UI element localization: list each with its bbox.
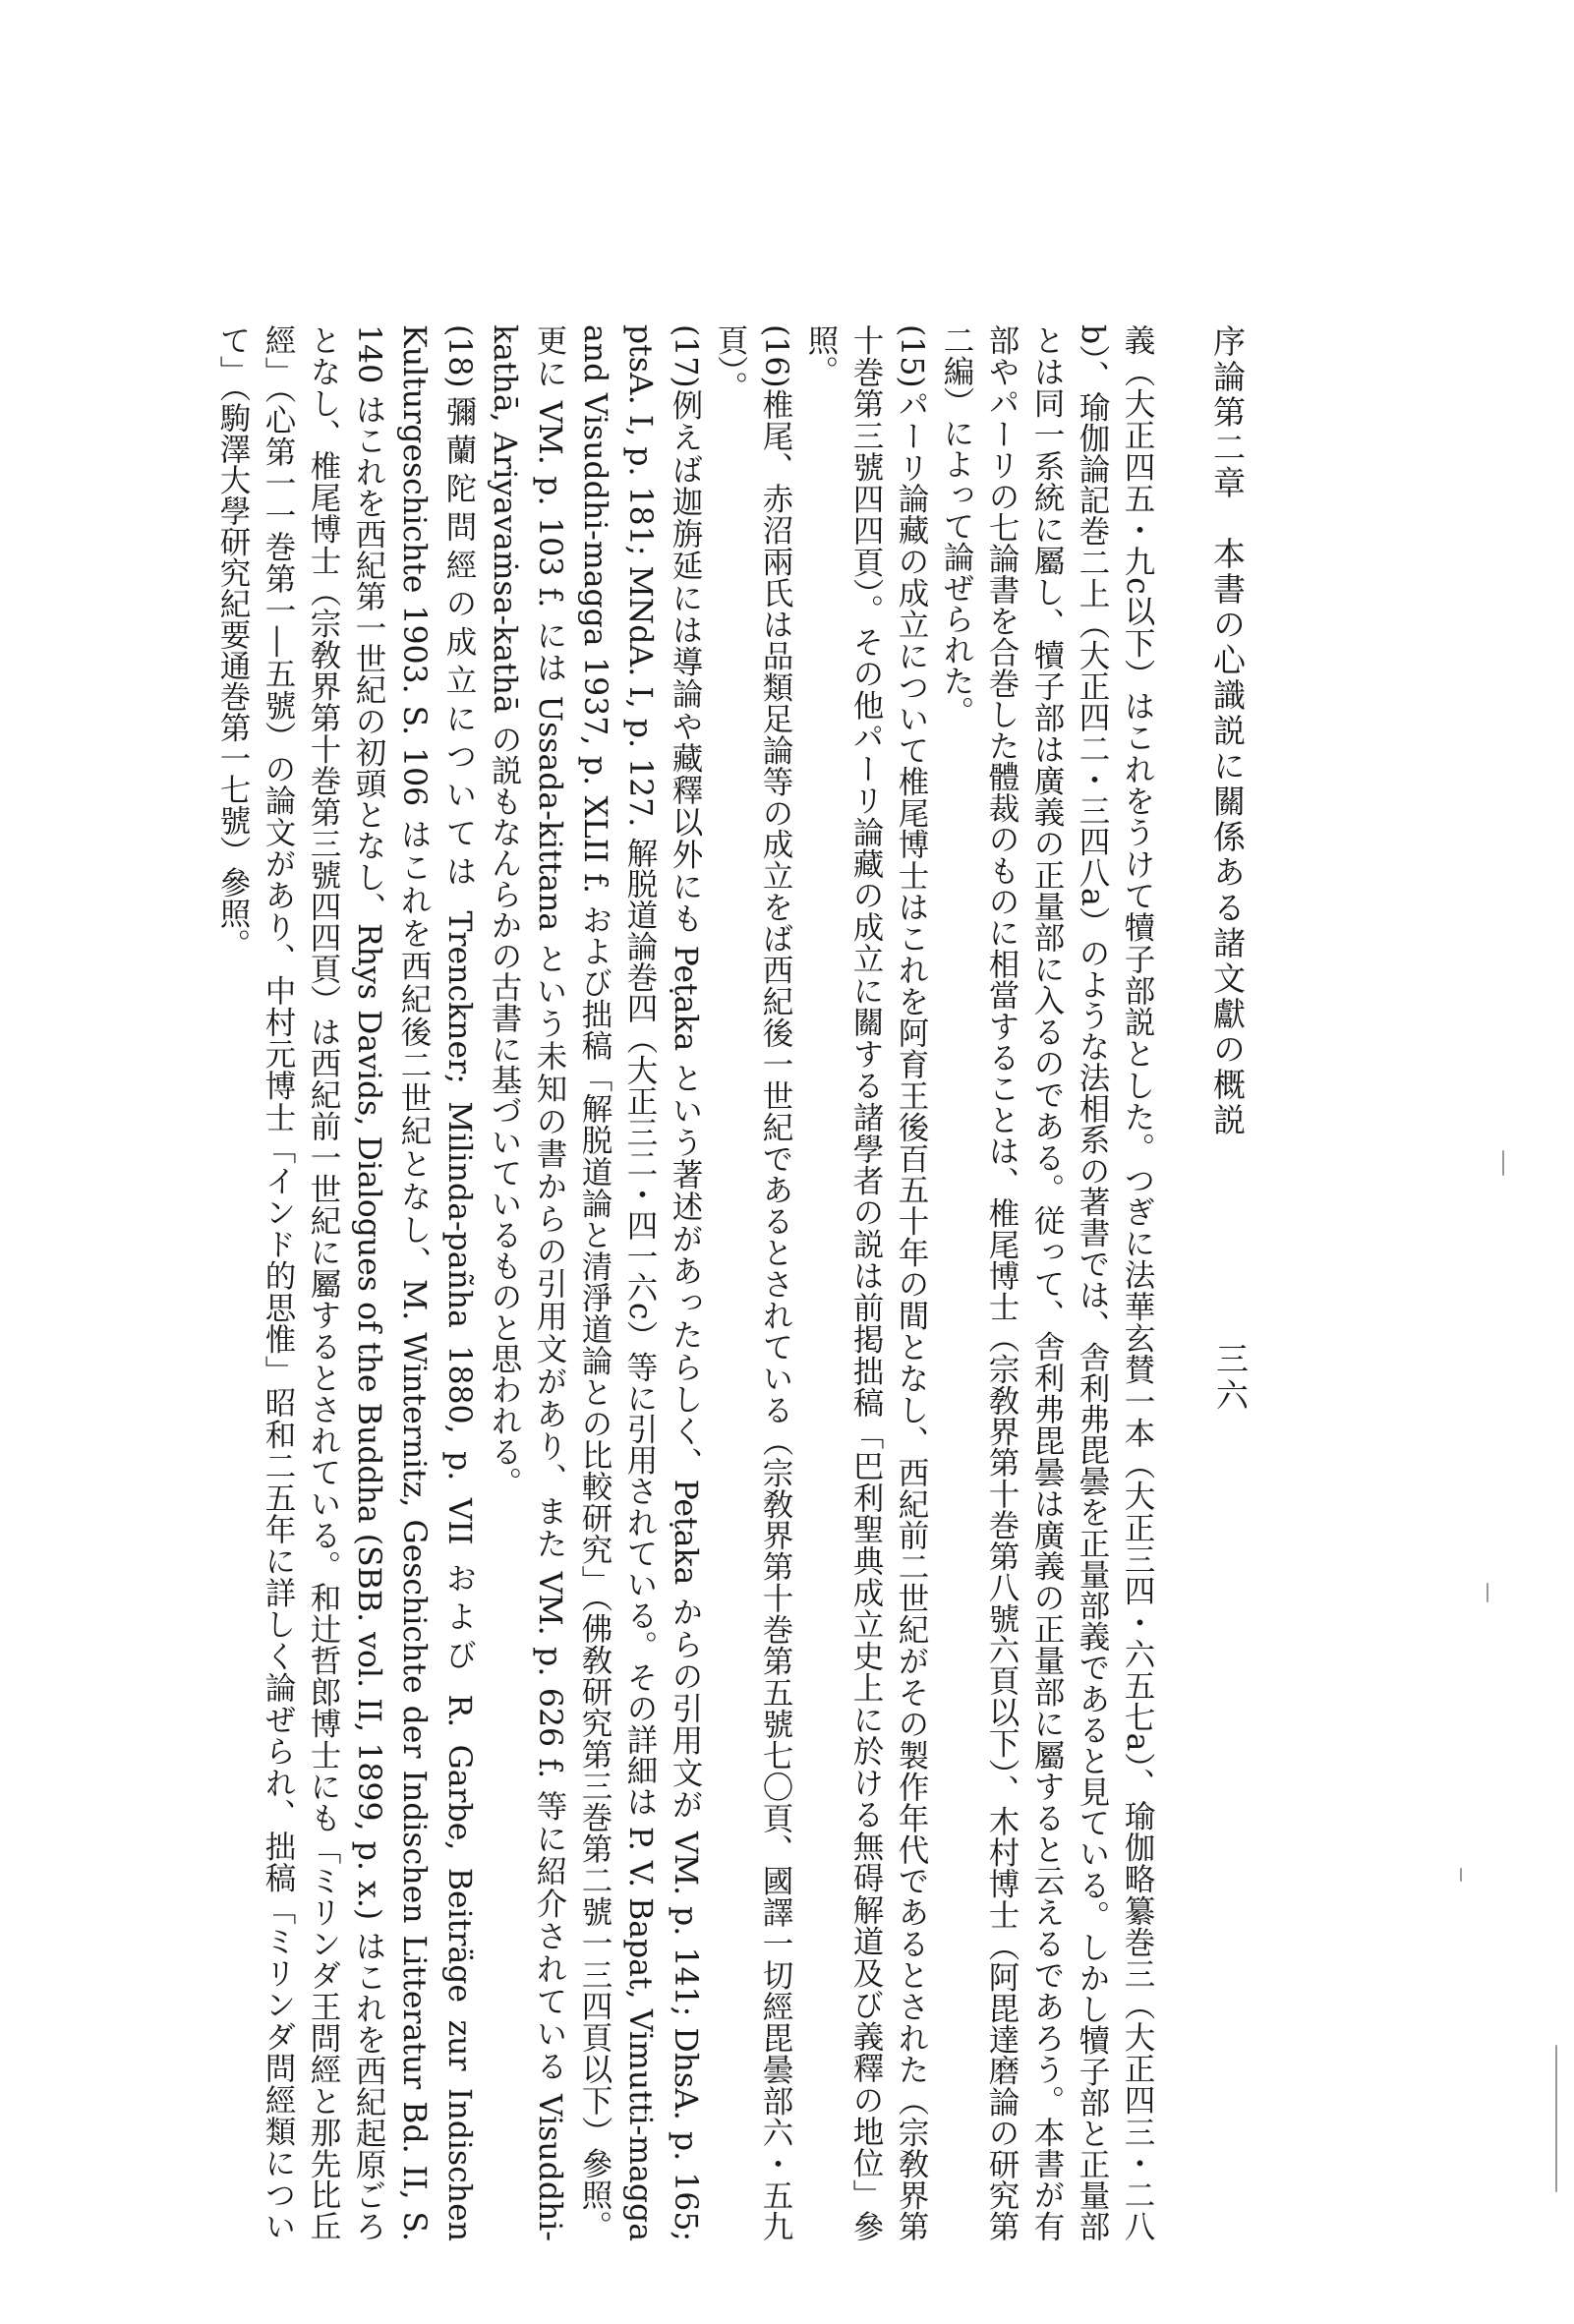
endnote-15 [798, 324, 934, 2241]
endnote-text: 例えば迦旃延には導論や藏釋以外にも Peṭaka という著述があったらしく、Peṭaka からの引用文が VM. p. 141; DhsA. p. 165; ptsA. I, p. 181; MNdA. I, p. 127. 解脱道論巻四（大正三二・四一六c）等に引用されている。その詳細は P. V. Bapat, Vimutti-magga and Visuddhi-magga 1937, p. XLII f. および拙稿「解脱道論と清淨道論との比較研究」（佛敎研究第三巻第二號一三四頁以下）參照。更に VM. p. 103 f. には Ussada-kittana という未知の書からの引用文があり、また VM. p. 626 f. 等に紹介されている Visuddhi-kathā, Ariyavaṁsa-kathā の説もなんらかの古書に基づいているものと思われる。 [487, 324, 703, 2241]
paragraph-text: 義（大正四五・九c以下）はこれをうけて犢子部説とした。つぎに法華玄賛一本（大正三四・六五七a）、瑜伽略纂巻三（大正四三・二八b）、瑜伽論記巻二上（大正四二・三四八a）のような法相系の著書では、舎利弗毘曇を正量部義であると見ている。しかし犢子部と正量部とは同一系統に屬し、犢子部は廣義の正量部に入るのである。従って、舎利弗毘曇は廣義の正量部に屬すると云えるであろう。本書が有部やパーリの七論書を合巻した體裁のものに相當することは、椎尾博士（宗敎界第十巻第八號六頁以下）、木村博士（阿毘達磨論の研究第二編）によって論ぜられた。 [939, 324, 1155, 2241]
main-text-block [0, 324, 1160, 2241]
scan-speck [1487, 1583, 1488, 1602]
endnote-number: (15) [894, 324, 929, 388]
endnote-number: (17) [668, 324, 703, 388]
endnote-18 [210, 324, 482, 2241]
endnote-number: (16) [758, 324, 793, 388]
page-number: 三六 [1211, 1342, 1250, 1415]
endnote-text: 椎尾、赤沼兩氏は品類足論等の成立をば西紀後一世紀であるとされている（宗敎界第十巻第五號七〇頁、國譯一切經毘曇部六・五九頁）。 [713, 324, 793, 2241]
endnote-17 [482, 324, 708, 2241]
endnote-text: 彌蘭陀問經の成立については Trenckner; Milinda-pañha 1880, p. VII および R. Garbe, Beiträge zur Indischen Kulturgeschichte 1903. S. 106 はこれを西紀後二世紀となし、M. Winternitz, Geschichte der Indischen Litteratur Bd. II, S. 140 はこれを西紀第一世紀の初頭となし、Rhys Davids, Dialogues of the Buddha (SBB. vol. II, 1899, p. x.) はこれを西紀起原ごろとなし、椎尾博士（宗敎界第十巻第三號四四頁）は西紀前一世紀に屬するとされている。和辻哲郎博士にも「ミリンダ王問經と那先比丘經」（心第一一巻第一―五號）の論文があり、中村元博士「インド的思惟」昭和二五年に詳しく論ぜられ、拙稿「ミリンダ問經類について」（駒澤大學研究紀要通巻第一七號）參照。 [215, 324, 477, 2241]
endnote-number: (18) [441, 324, 477, 388]
scan-speck [1502, 1150, 1504, 1176]
scan-speck [1555, 2045, 1557, 2192]
scan-speck [1460, 1868, 1462, 1882]
paragraph-continuation [934, 324, 1160, 2241]
endnote-text: パーリ論藏の成立について椎尾博士はこれを阿育王後百五十年の間となし、西紀前二世紀がその製作年代であるとされた（宗敎界第十巻第三號四四頁）。その他パーリ論藏の成立に關する諸學者の説は前掲拙稿「巴利聖典成立史上に於ける無碍解道及び義釋の地位」參照。 [803, 324, 929, 2241]
running-title: 序論第二章 本書の心識説に關係ある諸文獻の概説 [1208, 324, 1247, 1138]
endnote-16 [708, 324, 798, 2241]
